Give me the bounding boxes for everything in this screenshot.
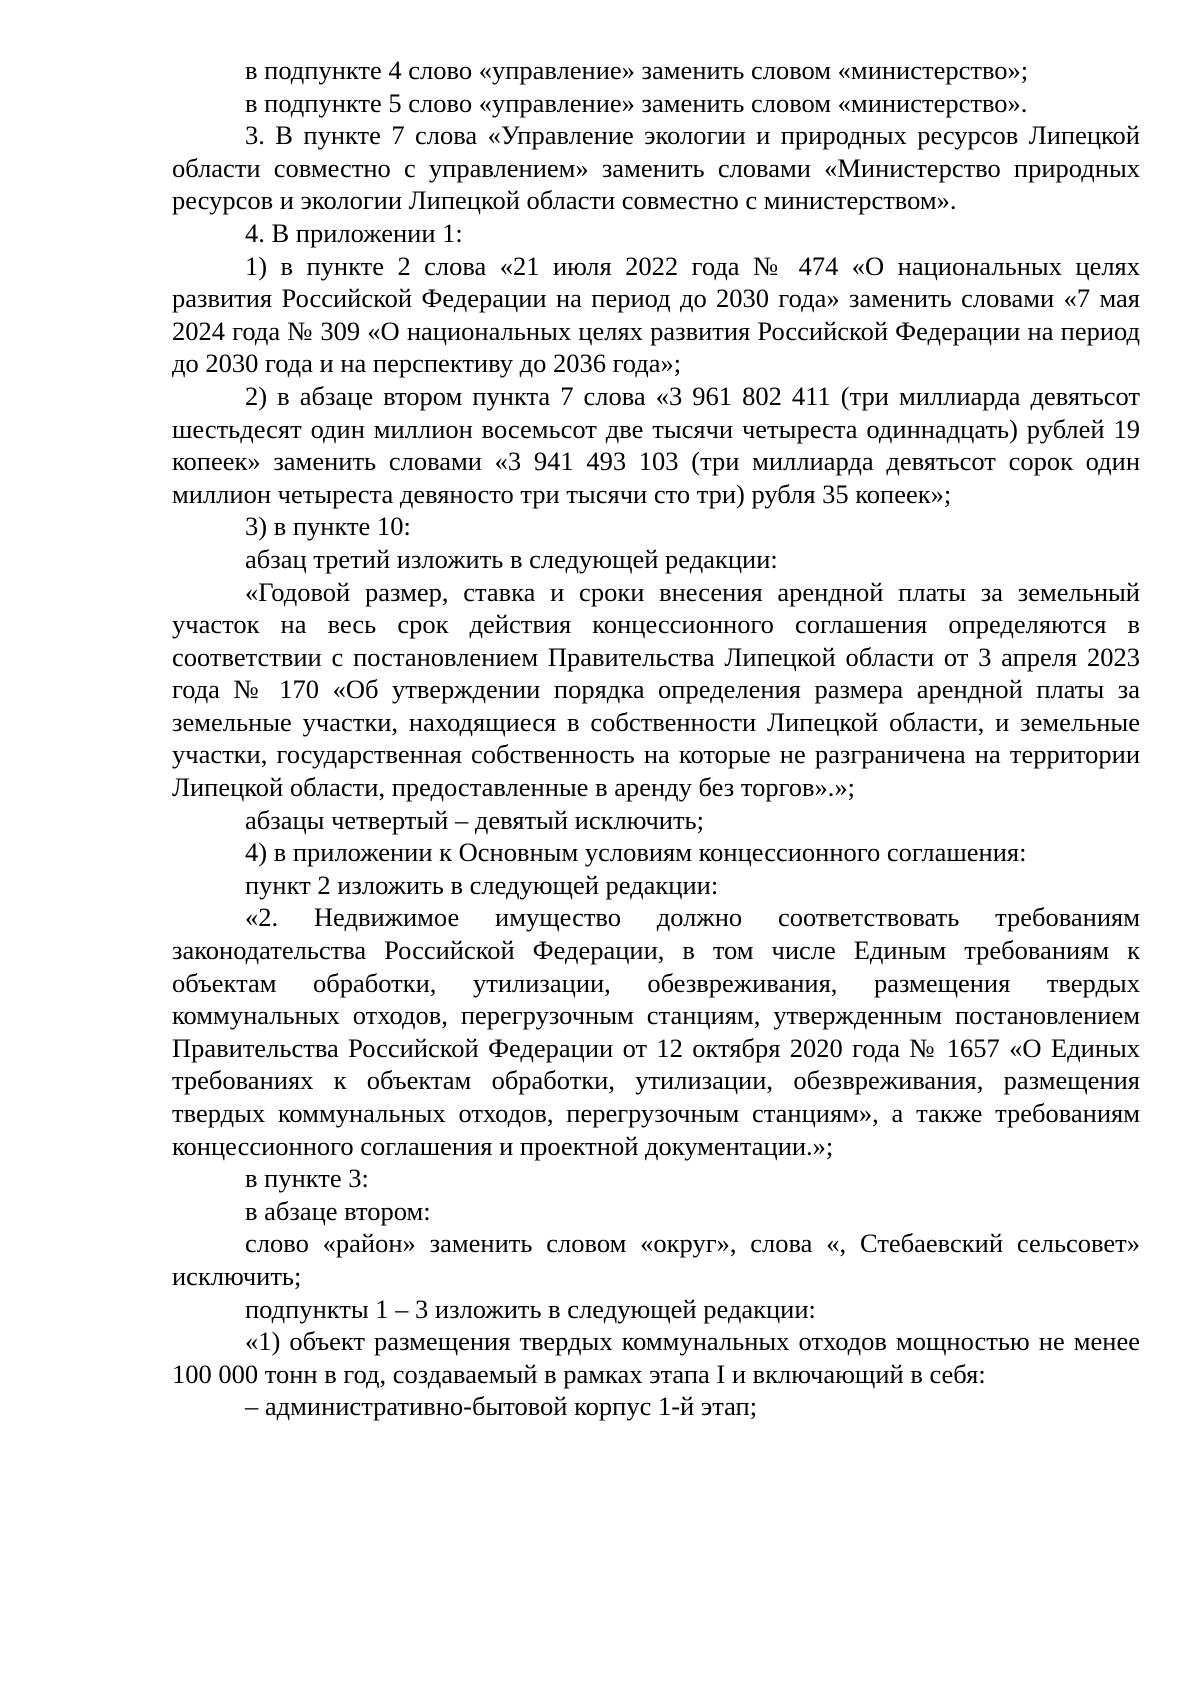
paragraph-admin-building: – административно-бытовой корпус 1-й этап; [245, 1391, 758, 1422]
paragraph-item-1: 1) в пункте 2 слова «21 июля 2022 года № 474 «О национальных целях развития Российской Федерации на период до 2030 года» заменить словами «7 мая 2024 года № 309 «О национальных целях развития Российской Федерации на период до 2030 года и на перспективу до 2036 года»; [172, 250, 1140, 379]
document-page [172, 54, 1140, 1423]
paragraph-subitem-5: в подпункте 5 слово «управление» заменить словом «министерство». [245, 87, 1028, 118]
paragraph-subitems-1-3: подпункты 1 – 3 изложить в следующей редакции: [245, 1293, 816, 1324]
paragraph-item-2: 2) в абзаце втором пункта 7 слова «3 961 802 411 (три миллиарда девятьсот шестьдесят один миллион восемьсот две тысячи четыреста одиннадцать) рублей 19 копеек» заменить словами «3 941 493 103 (три миллиарда девятьсот сорок один миллион четыреста девяносто три тысячи сто три) рубля 35 копеек»; [172, 380, 1140, 509]
paragraph-real-estate: «2. Недвижимое имущество должно соответствовать требованиям законодательства Российской Федерации, в том числе Единым требованиям к объектам обработки, утилизации, обезвреживания, размещения твердых коммунальных отходов, перегрузочным станциям, утвержденным постановлением Правительства Российской Федерации от 12 октября 2020 года № 1657 «О Единых требованиях к объектам обработки, утилизации, обезвреживания, размещения твердых коммунальных отходов, перегрузочным станциям», а также требованиям концессионного соглашения и проектной документации.»; [172, 902, 1140, 1161]
paragraph-point-3: 3. В пункте 7 слова «Управление экологии и природных ресурсов Липецкой области совместно с управлением» заменить словами «Министерство природных ресурсов и экологии Липецкой области совместно с министерством». [172, 120, 1140, 216]
paragraph-point-4: 4. В приложении 1: [245, 217, 463, 248]
paragraph-item-4: 4) в приложении к Основным условиям концессионного соглашения: [245, 837, 1027, 868]
paragraph-word-district: слово «район» заменить словом «округ», слова «, Стебаевский сельсовет» исключить; [172, 1228, 1140, 1291]
paragraph-annual-rent: «Годовой размер, ставка и сроки внесения арендной платы за земельный участок на весь срок действия концессионного соглашения определяются в соответствии с постановлением Правительства Липецкой области от 3 апреля 2023 года № 170 «Об утверждении порядка определения размера арендной платы за земельные участки, находящиеся в собственности Липецкой области, и земельные участки, государственная собственность на которые не разграничена на территории Липецкой области, предоставленные в аренду без торгов».»; [172, 576, 1140, 803]
paragraph-point-2-edition: пункт 2 изложить в следующей редакции: [245, 869, 719, 900]
paragraph-third-abzac: абзац третий изложить в следующей редакции: [245, 543, 778, 574]
paragraph-subitem-4: в подпункте 4 слово «управление» заменить словом «министерство»; [245, 55, 1029, 85]
paragraph-waste-facility: «1) объект размещения твердых коммунальных отходов мощностью не менее 100 000 тонн в год, создаваемый в рамках этапа I и включающий в себя: [172, 1326, 1140, 1389]
paragraph-exclude-abzacs: абзацы четвертый – девятый исключить; [245, 804, 705, 835]
paragraph-second-abzac: в абзаце втором: [245, 1195, 431, 1226]
paragraph-item-3: 3) в пункте 10: [245, 511, 411, 542]
paragraph-in-point-3: в пункте 3: [245, 1163, 369, 1194]
